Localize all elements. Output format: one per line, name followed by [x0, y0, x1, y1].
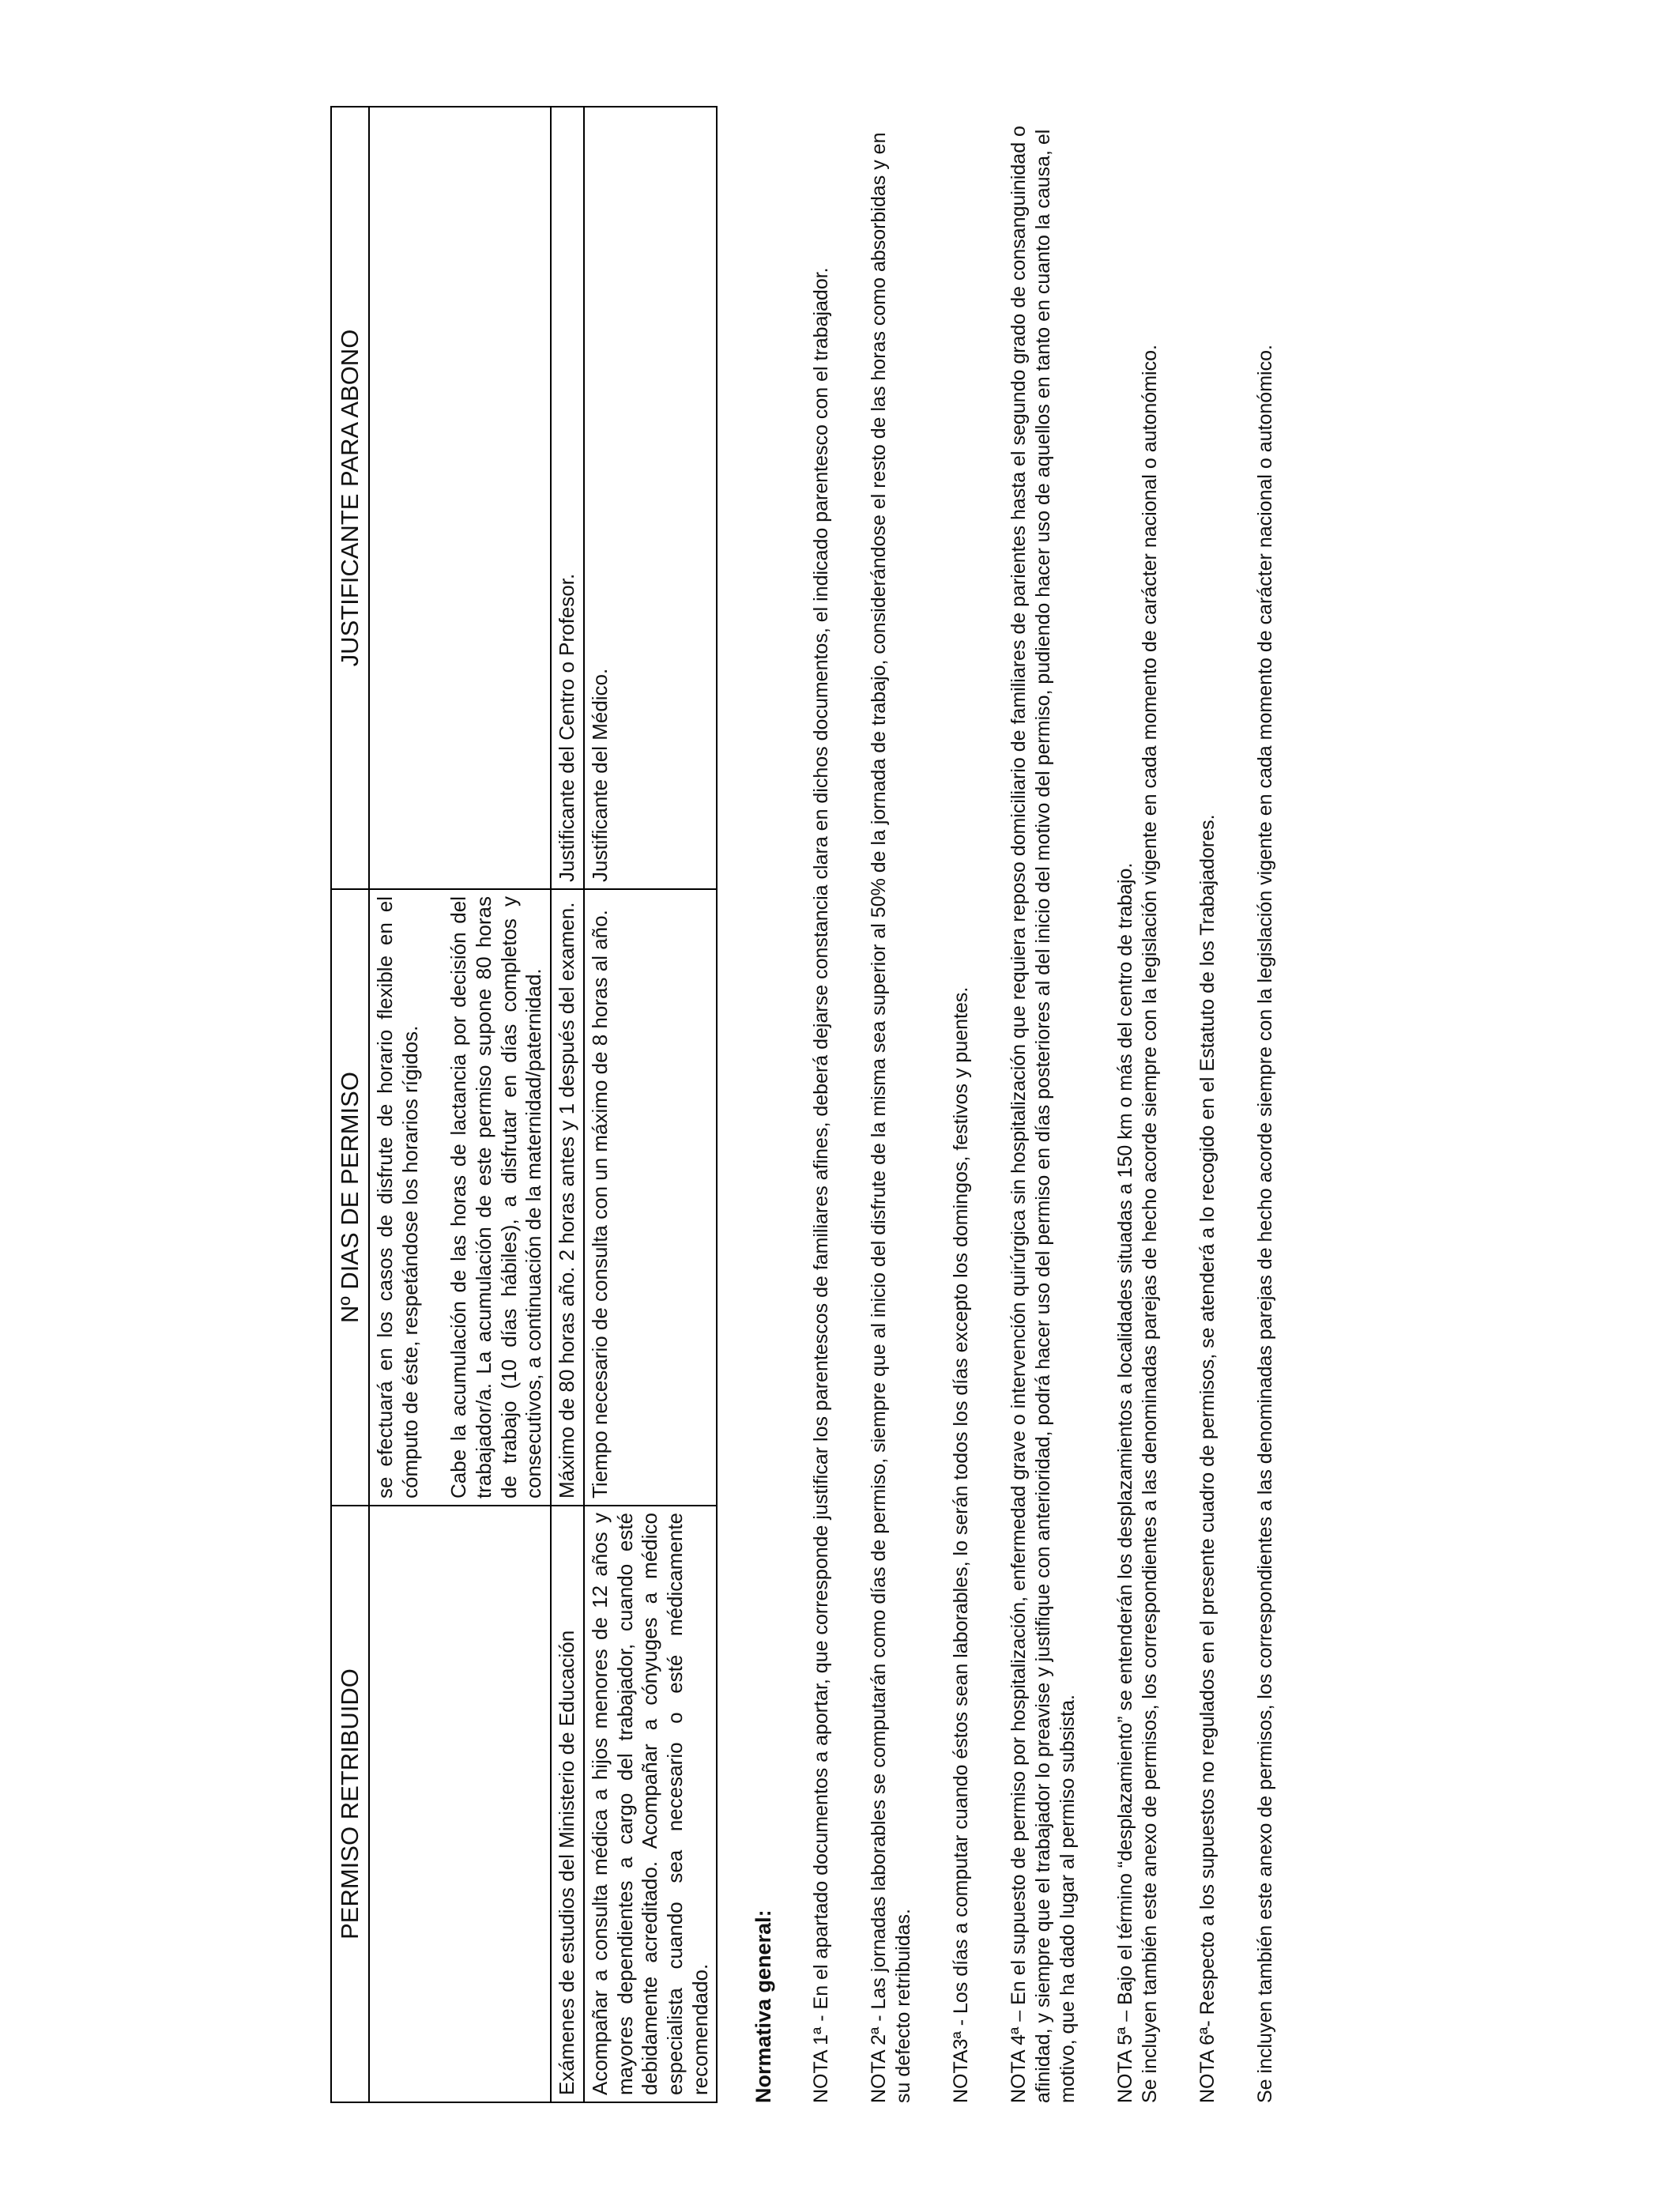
cell-justificante: Justificante del Médico. [584, 107, 718, 889]
table-header-row [331, 107, 369, 2102]
table-row [369, 107, 551, 2102]
dias-paragraph: Cabe la acumulación de las horas de lactancia por decisión del trabajador/a. La acumulación de este permiso supone 80 horas de trabajo (10 días hábiles), a disfrutar en días completos y consecutivos, a continuación de la maternidad/paternidad. [446, 896, 546, 1498]
permisos-table [330, 106, 718, 2103]
nota-5-line-2: Se incluyen también este anexo de permisos, los correspondientes a las denominadas parejas de hecho acorde siempre con la legislación vigente en cada momento de carácter nacional o autonómico. [1138, 345, 1161, 2103]
nota-4: NOTA 4ª – En el supuesto de permiso por hospitalización, enfermedad grave o intervención quirúrgica sin hospitalización que requiera reposo domiciliario de familiares de parientes hasta el segundo grado de consanguinidad o afinidad, y siempre que el trabajador lo preavise y justifique con anterioridad, podrá hacer uso del permiso en días posteriores al del inicio del motivo del permiso, pudiendo hacer uso de aquellos en tanto en cuanto la causa, el motivo, que ha dado lugar al permiso subsista. [1007, 126, 1079, 2103]
nota-1: NOTA 1ª - En el apartado documentos a aportar, que corresponde justificar los parentescos de familiares afines, deberá dejarse constancia clara en dichos documentos, el indicado parentesco con el trabajador. [809, 267, 832, 2103]
header-dias-de-permiso: Nº DIAS DE PERMISO [331, 889, 369, 1506]
cell-justificante: Justificante del Centro o Profesor. [551, 107, 584, 889]
header-permiso-retribuido: PERMISO RETRIBUIDO [331, 1506, 369, 2102]
normativa-general [751, 107, 1277, 2103]
cell-dias: Máximo de 80 horas año. 2 horas antes y 1 después del examen. [551, 889, 584, 1506]
normativa-heading: Normativa general: [751, 1909, 776, 2103]
nota-5-line-1: NOTA 5ª – Bajo el término “desplazamiento” se entenderán los desplazamientos a localidades situadas a 150 km o más del centro de trabajo. [1113, 862, 1136, 2103]
table-row [551, 107, 584, 2102]
nota-3: NOTA3ª - Los días a computar cuando éstos sean laborables, lo serán todos los días excepto los domingos, festivos y puentes. [949, 986, 972, 2103]
cell-permiso [369, 1506, 551, 2102]
table-row [584, 107, 718, 2102]
document-body [330, 107, 1311, 2103]
nota-5 [1113, 107, 1162, 2103]
cell-justificante [369, 107, 551, 889]
cell-dias [369, 889, 551, 1506]
cell-permiso: Acompañar a consulta médica a hijos menores de 12 años y mayores dependientes a cargo del trabajador, cuando esté debidamente acreditado. Acompañar a cónyuges a médico especialista cuando sea necesario o esté médicamente recomendado. [584, 1506, 718, 2102]
nota-2: NOTA 2ª - Las jornadas laborables se computarán como días de permiso, siempre que al inicio del disfrute de la misma sea superior al 50% de la jornada de trabajo, considerándose el resto de las horas como absorbidas y en su defecto retribuidas. [867, 132, 914, 2103]
nota-6: NOTA 6ª- Respecto a los supuestos no regulados en el presente cuadro de permisos, se atenderá a lo recogido en el Estatuto de los Trabajadores. [1196, 814, 1219, 2103]
cell-permiso: Exámenes de estudios del Ministerio de Educación [551, 1506, 584, 2102]
header-justificante: JUSTIFICANTE PARA ABONO [331, 107, 369, 889]
cell-dias: Tiempo necesario de consulta con un máximo de 8 horas al año. [584, 889, 718, 1506]
dias-paragraph: se efectuará en los casos de disfrute de horario flexible en el cómputo de éste, respetándose los horarios rígidos. [372, 896, 422, 1498]
nota-final: Se incluyen también este anexo de permisos, los correspondientes a las denominadas parejas de hecho acorde siempre con la legislación vigente en cada momento de carácter nacional o autonómico. [1253, 345, 1276, 2103]
